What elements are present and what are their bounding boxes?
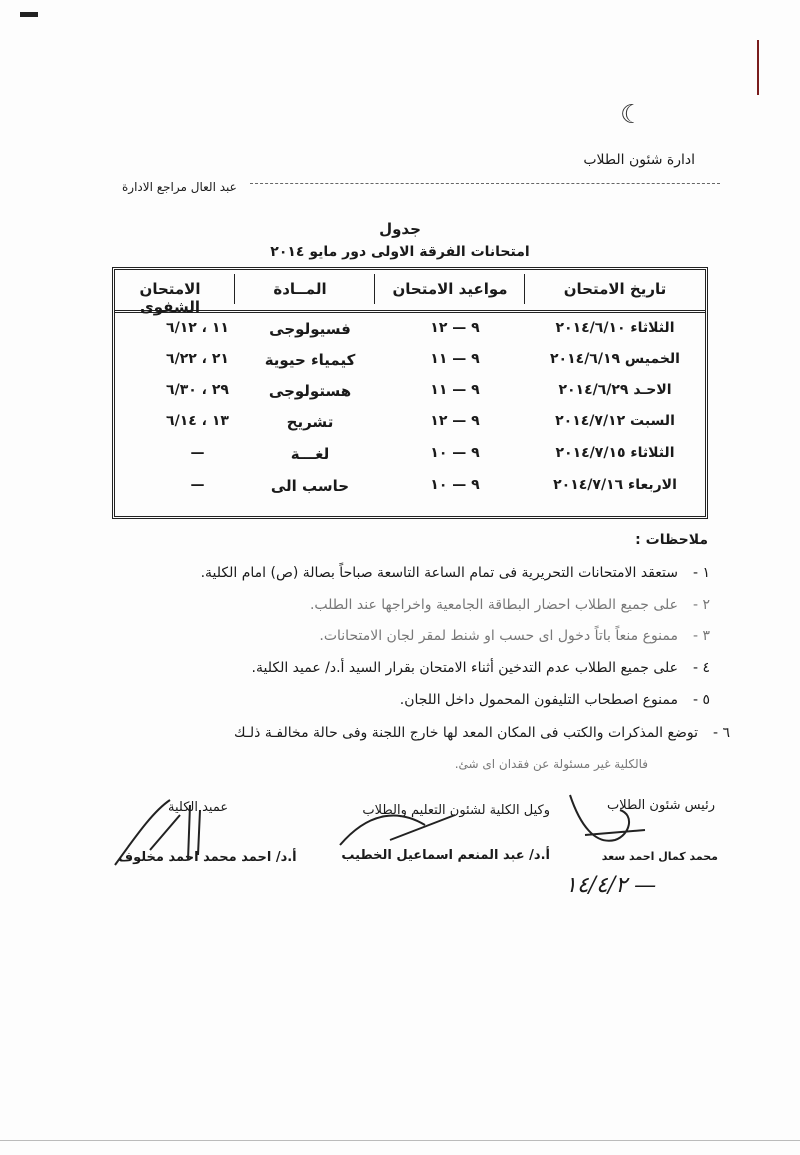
note-text: ممنوع اصطحاب التليفون المحمول داخل اللجان. bbox=[399, 692, 678, 708]
cell-date: الاحـد ٢٠١٤/٦/٢٩ bbox=[558, 382, 672, 398]
cell-date: السبت ٢٠١٤/٧/١٢ bbox=[555, 413, 675, 429]
cell-subject: هستولوجى bbox=[268, 382, 352, 400]
signature-title: عميد الكلية bbox=[168, 800, 229, 815]
signature-name: أ.د/ عبد المنعم اسماعيل الخطيب bbox=[341, 848, 550, 863]
cell-time: ٩ — ١٢ bbox=[430, 413, 480, 429]
cell-time: ٩ — ١٠ bbox=[430, 445, 480, 461]
cell-date: الاربعاء ٢٠١٤/٧/١٦ bbox=[553, 477, 677, 493]
cell-subject: تشريح bbox=[286, 413, 334, 431]
table-row bbox=[115, 351, 705, 383]
vice-dean-signature bbox=[330, 795, 480, 855]
note-item bbox=[201, 565, 710, 581]
cell-time: ٩ — ١١ bbox=[430, 351, 480, 367]
header-divider-2 bbox=[374, 274, 375, 304]
note-item bbox=[319, 628, 710, 644]
table-header bbox=[115, 270, 705, 316]
note-number: ٥ - bbox=[692, 692, 710, 708]
cell-time: ٩ — ١٢ bbox=[430, 320, 480, 336]
note-text: فالكلية غير مسئولة عن فقدان اى شئ. bbox=[454, 757, 648, 771]
signature-name: أ.د/ احمد محمد احمد مخلوف bbox=[118, 850, 297, 865]
cc-note: عبد العال مراجع الادارة bbox=[122, 180, 237, 194]
note-item bbox=[310, 597, 710, 613]
note-number: ١ - bbox=[692, 565, 710, 581]
cell-date: الثلاثاء ٢٠١٤/٧/١٥ bbox=[555, 445, 675, 461]
note-text: توضع المذكرات والكتب فى المكان المعد لها خارج اللجنة وفى حالة مخالفـة ذلـك bbox=[233, 725, 698, 741]
note-number: ٤ - bbox=[692, 660, 710, 676]
signature-title: وكيل الكلية لشئون التعليم والطلاب bbox=[362, 803, 550, 818]
header-oral: الامتحان الشفوى bbox=[139, 280, 201, 316]
table-row bbox=[115, 320, 705, 352]
signature-title: رئيس شئون الطلاب bbox=[607, 798, 715, 813]
handwritten-date: ١٤/٤/٢ — bbox=[565, 873, 657, 898]
note-text: ممنوع منعاً باتاً دخول اى حسب او شنط لمقر لجان الامتحانات. bbox=[319, 628, 678, 644]
cell-subject: كيمياء حيوية bbox=[264, 351, 356, 369]
dean-signature bbox=[110, 790, 220, 870]
header-time: مواعيد الامتحان bbox=[392, 280, 508, 298]
page-edge bbox=[0, 1140, 800, 1141]
header-divider-1 bbox=[524, 274, 525, 304]
cell-oral: ٢٩ ، ٦/٣٠ bbox=[166, 382, 229, 398]
table-row bbox=[115, 445, 705, 477]
note-number: ٣ - bbox=[692, 628, 710, 644]
note-number: ٦ - bbox=[712, 725, 730, 741]
cell-date: الثلاثاء ٢٠١٤/٦/١٠ bbox=[555, 320, 675, 336]
note-number: ٢ - bbox=[692, 597, 710, 613]
cell-oral: ٢١ ، ٦/٢٢ bbox=[166, 351, 229, 367]
header-date: تاريخ الامتحان bbox=[563, 280, 667, 298]
cell-subject: فسيولوجى bbox=[269, 320, 351, 338]
note-text: على جميع الطلاب احضار البطاقة الجامعية واخراجها عند الطلب. bbox=[309, 597, 678, 613]
cell-oral: ١١ ، ٦/١٢ bbox=[166, 320, 229, 336]
note-item bbox=[234, 725, 730, 741]
doc-title: جدول bbox=[379, 220, 421, 238]
exam-schedule-table bbox=[112, 267, 708, 519]
red-pen-mark bbox=[757, 40, 759, 95]
cell-time: ٩ — ١٠ bbox=[430, 477, 480, 493]
table-row bbox=[115, 382, 705, 414]
table-row bbox=[115, 413, 705, 445]
cell-oral: ١٣ ، ٦/١٤ bbox=[166, 413, 229, 429]
cell-oral: — bbox=[190, 477, 205, 493]
header-subject: المــادة bbox=[273, 280, 327, 298]
signature-name: محمد كمال احمد سعد bbox=[601, 850, 718, 863]
scan-mark bbox=[20, 12, 38, 17]
header-divider-3 bbox=[234, 274, 235, 304]
cell-time: ٩ — ١١ bbox=[430, 382, 480, 398]
note-item bbox=[400, 692, 710, 708]
note-item bbox=[252, 660, 710, 676]
doc-subtitle: امتحانات الفرقة الاولى دور مايو ٢٠١٤ bbox=[270, 244, 530, 260]
cell-subject: لغـــة bbox=[290, 445, 330, 463]
table-row bbox=[115, 477, 705, 509]
note-text: ستعقد الامتحانات التحريرية فى تمام الساعة التاسعة صباحاً بصالة (ص) امام الكلية. bbox=[200, 565, 678, 581]
student-affairs-signature bbox=[565, 785, 655, 855]
cell-oral: — bbox=[190, 445, 205, 461]
note-item bbox=[455, 757, 680, 771]
department-name: ادارة شئون الطلاب bbox=[583, 152, 695, 168]
notes-title: ملاحظات : bbox=[635, 532, 708, 548]
note-text: على جميع الطلاب عدم التدخين أثناء الامتحان بقرار السيد أ.د/ عميد الكلية. bbox=[251, 660, 678, 676]
header-divider bbox=[250, 183, 720, 184]
cell-date: الخميس ٢٠١٤/٦/١٩ bbox=[550, 351, 680, 367]
university-logo-icon: ☾ bbox=[620, 100, 644, 130]
cell-subject: حاسب الى bbox=[270, 477, 350, 495]
